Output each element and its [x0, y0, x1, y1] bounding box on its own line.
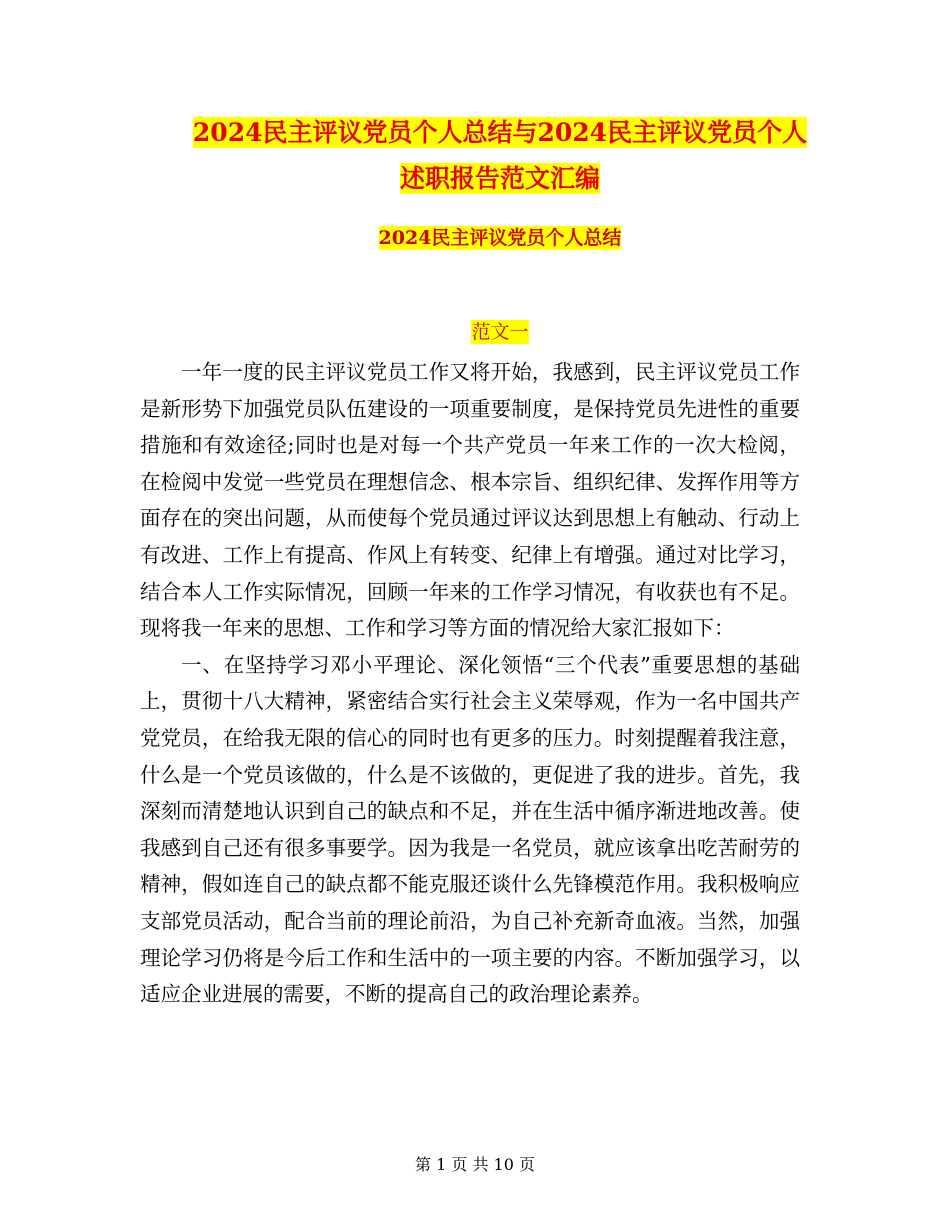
- sample-label-highlight: 范文一: [471, 321, 529, 343]
- title-highlight: 述职报告范文汇编: [399, 164, 600, 193]
- page-footer: 第 1 页 共 10 页: [415, 1155, 535, 1174]
- title-highlight: 2024民主评议党员个人总结与2024民主评议党员个人: [192, 118, 808, 147]
- document-title-line1: [120, 110, 880, 156]
- section-title: [120, 221, 880, 255]
- paragraph: 一、在坚持学习邓小平理论、深化领悟“三个代表”重要思想的基础上，贯彻十八大精神，紧密结合实行社会主义荣辱观，作为一名中国共产党党员，在给我无限的信心的同时也有更多的压力。时刻提醒着我注意，什么是一个党员该做的，什么是不该做的，更促进了我的进步。首先，我深刻而清楚地认识到自己的缺点和不足，并在生活中循序渐进地改善。使我感到自己还有很多事要学。因为我是一名党员，就应该拿出吃苦耐劳的精神，假如连自己的缺点都不能克服还谈什么先锋模范作用。我积极响应支部党员活动，配合当前的理论前沿，为自己补充新奇血液。当然，加强理论学习仍将是今后工作和生活中的一项主要的内容。不断加强学习，以适应企业进展的需要，不断的提高自己的政治理论素养。: [140, 652, 800, 1007]
- section-title-highlight: 2024民主评议党员个人总结: [378, 227, 622, 249]
- paragraph: 一年一度的民主评议党员工作又将开始，我感到，民主评议党员工作是新形势下加强党员队伍建设的一项重要制度，是保持党员先进性的重要措施和有效途径;同时也是对每一个共产党员一年来工作的一次大检阅，在检阅中发觉一些党员在理想信念、根本宗旨、组织纪律、发挥作用等方面存在的突出问题，从而使每个党员通过评议达到思想上有触动、行动上有改进、工作上有提高、作风上有转变、纪律上有增强。通过对比学习，结合本人工作实际情况，回顾一年来的工作学习情况，有收获也有不足。现将我一年来的思想、工作和学习等方面的情况给大家汇报如下：: [140, 360, 800, 641]
- document-title-line2: [120, 156, 880, 202]
- body-text: [140, 354, 800, 1013]
- sample-label: [120, 315, 880, 349]
